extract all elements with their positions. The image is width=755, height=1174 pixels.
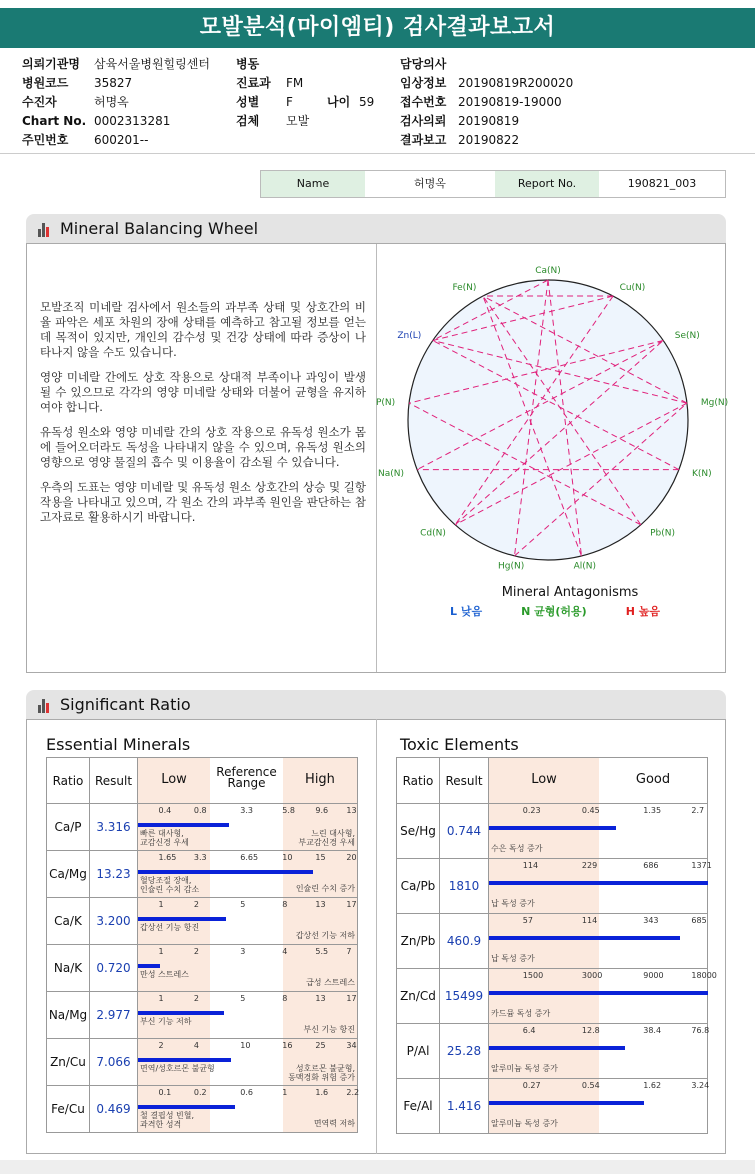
tick-label: 16 — [282, 1041, 293, 1050]
note-low: 혈당조절 장애, 인슐린 수치 감소 — [140, 876, 200, 894]
info-label: 접수번호 — [400, 95, 447, 109]
mineral-wheel-chart — [375, 266, 729, 620]
range-cell — [489, 969, 717, 1024]
tick-label: 0.4 — [158, 806, 172, 815]
tick-label: 0.6 — [240, 1088, 254, 1097]
tick-label: 3.24 — [691, 1081, 710, 1090]
wheel-node-label: Fe(N) — [452, 283, 477, 294]
note-low: 철 결핍성 빈혈, 과격한 성격 — [140, 1111, 194, 1129]
range-cell — [138, 1086, 358, 1133]
result-bar — [489, 881, 708, 885]
ratio-cell: Zn/Cd — [397, 969, 440, 1024]
note-low: 알루미늄 독성 증가 — [491, 1064, 558, 1073]
result-bar — [489, 991, 708, 995]
table-row — [397, 1079, 708, 1134]
age-label: 나이 — [327, 95, 351, 109]
ratio-cell: Na/K — [47, 945, 90, 992]
tick-label: 8 — [282, 900, 288, 909]
info-row — [400, 93, 562, 112]
range-cell — [138, 898, 358, 945]
result-bar — [489, 1101, 644, 1105]
essential-table — [46, 757, 358, 1133]
note-high: 급성 스트레스 — [306, 978, 355, 987]
info-row — [22, 55, 210, 74]
wheel-circle — [408, 280, 688, 560]
tick-label: 20 — [346, 853, 357, 862]
info-value: 삼육서울병원힐링센터 — [94, 57, 210, 71]
note-low: 빠른 대사형, 교감신경 우세 — [140, 829, 189, 847]
table-row — [47, 1039, 358, 1086]
bar-chart-icon — [38, 223, 52, 237]
result-cell: 3.316 — [90, 804, 138, 851]
tick-label: 1 — [158, 994, 164, 1003]
wheel-node-label: Hg(N) — [498, 561, 525, 572]
name-value: 허명옥 — [414, 177, 446, 190]
essential-title: Essential Minerals — [46, 735, 191, 754]
tick-label: 4 — [193, 1041, 199, 1050]
range-cell — [489, 914, 708, 969]
col-result: Result — [90, 758, 138, 804]
tick-label: 6.4 — [522, 1026, 536, 1035]
tick-label: 76.8 — [691, 1026, 710, 1035]
toxic-title: Toxic Elements — [400, 735, 519, 754]
wheel-paragraph: 영양 미네랄 간에도 상호 작용으로 상대적 부족이나 과잉이 발생될 수 있으므로 각각의 영양 미네랄 상태와 더불어 균형을 유지하여야 합니다. — [40, 370, 366, 414]
info-row — [400, 131, 519, 150]
info-value: 허명옥 — [94, 95, 129, 109]
ratio-cell: Ca/Pb — [397, 859, 440, 914]
note-low: 갑상선 기능 항진 — [140, 923, 200, 932]
ratio-cell: Na/Mg — [47, 992, 90, 1039]
note-high: 느린 대사형, 부교감신경 우세 — [298, 829, 355, 847]
info-row — [22, 74, 132, 93]
legend-item: L 낮음 — [450, 605, 483, 618]
note-high: 갑상선 기능 저하 — [295, 931, 355, 940]
tick-label: 9000 — [643, 971, 664, 980]
ratio-heading-text: Significant Ratio — [60, 695, 191, 714]
result-cell: 1.416 — [440, 1079, 489, 1134]
table-row — [397, 859, 708, 914]
tick-label: 13 — [346, 806, 357, 815]
wheel-legend — [450, 603, 660, 619]
info-value: 20190819-19000 — [458, 95, 562, 109]
note-low: 부신 기능 저하 — [140, 1017, 192, 1026]
range-cell — [138, 804, 358, 851]
wheel-node-label: Pb(N) — [650, 528, 676, 539]
info-value: FM — [286, 76, 304, 90]
result-bar — [489, 936, 680, 940]
tick-label: 1.35 — [643, 806, 662, 815]
info-row — [22, 112, 170, 131]
tick-label: 1371 — [691, 861, 712, 870]
wheel-paragraph: 유독성 원소와 영양 미네랄 간의 상호 작용으로 유독성 원소가 몸에 들어오더라도 독성을 나타내지 않을 수 있으며, 유독성 원소의 영향으로 영양 물질의 흡수 및 이용율이 감소될 수 있습니다. — [40, 425, 366, 469]
name-report-box — [260, 170, 726, 198]
info-label: 검사의뢰 — [400, 114, 447, 128]
info-row — [236, 93, 293, 112]
tick-label: 0.54 — [581, 1081, 600, 1090]
wheel-heading-text: Mineral Balancing Wheel — [60, 219, 259, 238]
divider — [0, 153, 755, 154]
info-value: 20190819 — [458, 114, 520, 128]
result-bar — [138, 1058, 231, 1062]
result-cell: 13.23 — [90, 851, 138, 898]
tick-label: 7 — [346, 947, 352, 956]
tick-label: 686 — [643, 861, 659, 870]
info-label: 임상정보 — [400, 76, 447, 90]
info-label: 수진자 — [22, 95, 57, 109]
tick-label: 1.65 — [158, 853, 177, 862]
result-bar — [138, 1011, 224, 1015]
result-bar — [489, 826, 616, 830]
result-cell: 7.066 — [90, 1039, 138, 1086]
tick-label: 0.23 — [522, 806, 541, 815]
tick-label: 13 — [315, 994, 326, 1003]
info-row — [400, 74, 573, 93]
wheel-node-label: K(N) — [691, 469, 712, 480]
result-cell: 460.9 — [440, 914, 489, 969]
tick-label: 1 — [282, 1088, 288, 1097]
range-cell — [489, 1024, 708, 1079]
ratio-divider — [376, 719, 377, 1154]
good-label: Good — [635, 772, 671, 787]
tick-label: 2 — [158, 1041, 164, 1050]
tick-label: 9.6 — [315, 806, 329, 815]
tick-label: 3.3 — [240, 806, 254, 815]
table-row — [47, 992, 358, 1039]
report-label: Report No. — [495, 171, 599, 197]
tick-label: 10 — [240, 1041, 251, 1050]
info-value: 20190819R200020 — [458, 76, 574, 90]
table-row — [397, 969, 708, 1024]
tick-label: 685 — [691, 916, 707, 925]
wheel-paragraph: 우측의 도표는 영양 미네랄 및 유독성 원소 상호간의 상승 및 길항 작용을 나타내고 있으며, 각 원소 간의 과부족 원인을 판단하는 참고자료로 활용하시기 바랍니다. — [40, 480, 366, 524]
info-label: 병동 — [236, 57, 260, 71]
tick-label: 10 — [282, 853, 293, 862]
wheel-paragraph: 모발조직 미네랄 검사에서 원소들의 과부족 상태 및 상호간의 비율 파악은 세포 차원의 장애 상태를 예측하고 참고될 정보를 얻는데 목적이 있지만, 개인의 감수성 및 건강 상태에 따라 증상이 나타나지 않을 수도 있습니다. — [40, 300, 366, 359]
wheel-node-label: Al(N) — [573, 561, 597, 572]
result-bar — [138, 917, 226, 921]
low-label: Low — [161, 772, 187, 787]
info-row — [236, 55, 286, 74]
info-label: 병원코드 — [22, 76, 69, 90]
ratio-cell: Se/Hg — [397, 804, 440, 859]
tick-label: 0.8 — [193, 806, 207, 815]
note-low: 납 독성 증가 — [491, 954, 535, 963]
note-high: 부신 기능 항진 — [303, 1025, 355, 1034]
table-row — [397, 1024, 708, 1079]
range-cell — [138, 945, 358, 992]
info-label: 성별 — [236, 95, 260, 109]
note-low: 수은 독성 증가 — [491, 844, 543, 853]
ratio-cell: Fe/Al — [397, 1079, 440, 1134]
wheel-node-label: Cu(N) — [619, 283, 646, 294]
wheel-node-label: P(N) — [375, 397, 396, 408]
col-range — [138, 758, 358, 804]
ref-label: Reference Range — [216, 765, 277, 790]
table-row — [47, 1086, 358, 1133]
info-row — [22, 131, 148, 150]
tick-label: 3.3 — [193, 853, 207, 862]
result-cell: 15499 — [440, 969, 489, 1024]
col-result: Result — [440, 758, 489, 804]
tick-label: 6.65 — [240, 853, 259, 862]
ratio-cell: P/Al — [397, 1024, 440, 1079]
result-bar — [138, 1105, 235, 1109]
result-bar — [138, 870, 313, 874]
result-cell: 3.200 — [90, 898, 138, 945]
range-cell — [138, 992, 358, 1039]
table-row — [47, 804, 358, 851]
tick-label: 0.45 — [581, 806, 600, 815]
ratio-cell: Ca/K — [47, 898, 90, 945]
tick-label: 34 — [346, 1041, 357, 1050]
info-row — [400, 55, 458, 74]
tick-label: 2 — [193, 900, 199, 909]
info-row — [236, 112, 309, 131]
ratio-cell: Ca/Mg — [47, 851, 90, 898]
tick-label: 1.62 — [643, 1081, 662, 1090]
wheel-node-label: Ca(N) — [535, 266, 561, 276]
note-low: 카드뮴 독성 증가 — [491, 1009, 551, 1018]
table-row — [47, 945, 358, 992]
tick-label: 17 — [346, 900, 357, 909]
info-value: 35827 — [94, 76, 133, 90]
report-title: 모발분석(마이엠티) 검사결과보고서 — [0, 8, 755, 48]
report-value: 190821_003 — [627, 177, 697, 190]
table-row — [397, 804, 708, 859]
toxic-table — [396, 757, 717, 1134]
info-value: 모발 — [286, 114, 310, 128]
note-low: 면역/성호르몬 불균형 — [140, 1064, 215, 1073]
wheel-description — [40, 300, 366, 535]
range-cell — [138, 1039, 358, 1086]
range-cell — [489, 1079, 708, 1134]
tick-label: 2 — [193, 994, 199, 1003]
tick-label: 2.7 — [691, 806, 705, 815]
wheel-node-label: Cd(N) — [420, 528, 446, 539]
wheel-chart-title: Mineral Antagonisms — [501, 585, 639, 600]
wheel-divider — [376, 244, 377, 672]
ratio-cell: Zn/Cu — [47, 1039, 90, 1086]
tick-label: 0.27 — [522, 1081, 541, 1090]
result-cell: 0.469 — [90, 1086, 138, 1133]
info-row — [236, 74, 303, 93]
result-bar — [138, 823, 229, 827]
legend-item: N 균형(허용) — [521, 605, 587, 618]
result-bar — [138, 964, 160, 968]
low-label: Low — [531, 772, 557, 787]
note-low: 납 독성 증가 — [491, 899, 535, 908]
tick-label: 1 — [158, 947, 164, 956]
tick-label: 114 — [522, 861, 539, 870]
tick-label: 0.2 — [193, 1088, 207, 1097]
tick-label: 2.2 — [346, 1088, 360, 1097]
info-label: 결과보고 — [400, 133, 447, 147]
tick-label: 4 — [282, 947, 288, 956]
tick-label: 38.4 — [643, 1026, 662, 1035]
result-cell: 0.744 — [440, 804, 489, 859]
info-label: 담당의사 — [400, 57, 447, 71]
result-cell: 2.977 — [90, 992, 138, 1039]
note-high: 성호르몬 불균형, 동맥경화 위험 증가 — [288, 1064, 355, 1082]
tick-label: 0.1 — [158, 1088, 172, 1097]
tick-label: 343 — [643, 916, 659, 925]
ratio-section-heading — [26, 690, 726, 720]
note-low: 알루미늄 독성 증가 — [491, 1119, 558, 1128]
wheel-section-heading — [26, 214, 726, 244]
wheel-node-label: Se(N) — [674, 330, 700, 341]
bar-chart-icon — [38, 699, 52, 713]
tick-label: 5.5 — [315, 947, 329, 956]
name-label: Name — [261, 171, 365, 197]
tick-label: 1500 — [522, 971, 544, 980]
tick-label: 3000 — [581, 971, 603, 980]
info-label: 검체 — [236, 114, 260, 128]
table-row — [397, 914, 708, 969]
ratio-cell: Fe/Cu — [47, 1086, 90, 1133]
table-row — [47, 898, 358, 945]
tick-label: 8 — [282, 994, 288, 1003]
wheel-node-label: Mg(N) — [700, 397, 729, 408]
tick-label: 229 — [581, 861, 598, 870]
info-value: 0002313281 — [94, 114, 171, 128]
tick-label: 1.6 — [315, 1088, 329, 1097]
info-row — [22, 93, 129, 112]
info-label: 주민번호 — [22, 133, 69, 147]
tick-label: 57 — [522, 916, 533, 925]
tick-label: 5.8 — [282, 806, 295, 815]
tick-label: 114 — [581, 916, 598, 925]
note-high: 인슐린 수치 증가 — [295, 884, 355, 893]
footer-strip — [0, 1160, 755, 1174]
tick-label: 15 — [315, 853, 326, 862]
wheel-node-label: Na(N) — [377, 469, 405, 480]
info-value: 600201-- — [94, 133, 149, 147]
table-row — [47, 851, 358, 898]
result-cell: 25.28 — [440, 1024, 489, 1079]
wheel-node-label: Zn(L) — [397, 330, 422, 341]
info-value: F — [286, 95, 293, 109]
age-field — [327, 93, 374, 112]
tick-label: 17 — [346, 994, 357, 1003]
tick-label: 2 — [193, 947, 199, 956]
ratio-cell: Zn/Pb — [397, 914, 440, 969]
note-low: 만성 스트레스 — [140, 970, 189, 979]
tick-label: 5 — [240, 994, 246, 1003]
tick-label: 1 — [158, 900, 164, 909]
info-label: 의뢰기관명 — [22, 57, 80, 71]
tick-label: 5 — [240, 900, 246, 909]
tick-label: 3 — [240, 947, 246, 956]
info-label: Chart No. — [22, 114, 87, 128]
result-bar — [489, 1046, 625, 1050]
info-label: 진료과 — [236, 76, 271, 90]
age-value: 59 — [359, 95, 375, 109]
tick-label: 12.8 — [581, 1026, 600, 1035]
info-value: 20190822 — [458, 133, 520, 147]
col-ratio: Ratio — [47, 758, 90, 804]
result-cell: 1810 — [440, 859, 489, 914]
legend-item: H 높음 — [625, 605, 660, 618]
range-cell — [138, 851, 358, 898]
ratio-cell: Ca/P — [47, 804, 90, 851]
tick-label: 13 — [315, 900, 326, 909]
col-range — [489, 758, 708, 804]
tick-label: 18000 — [691, 971, 717, 980]
note-high: 면역력 저하 — [313, 1119, 355, 1128]
range-cell — [489, 804, 708, 859]
result-cell: 0.720 — [90, 945, 138, 992]
range-cell — [489, 859, 712, 914]
tick-label: 25 — [315, 1041, 326, 1050]
col-ratio: Ratio — [397, 758, 440, 804]
info-row — [400, 112, 519, 131]
high-label: High — [305, 772, 335, 787]
